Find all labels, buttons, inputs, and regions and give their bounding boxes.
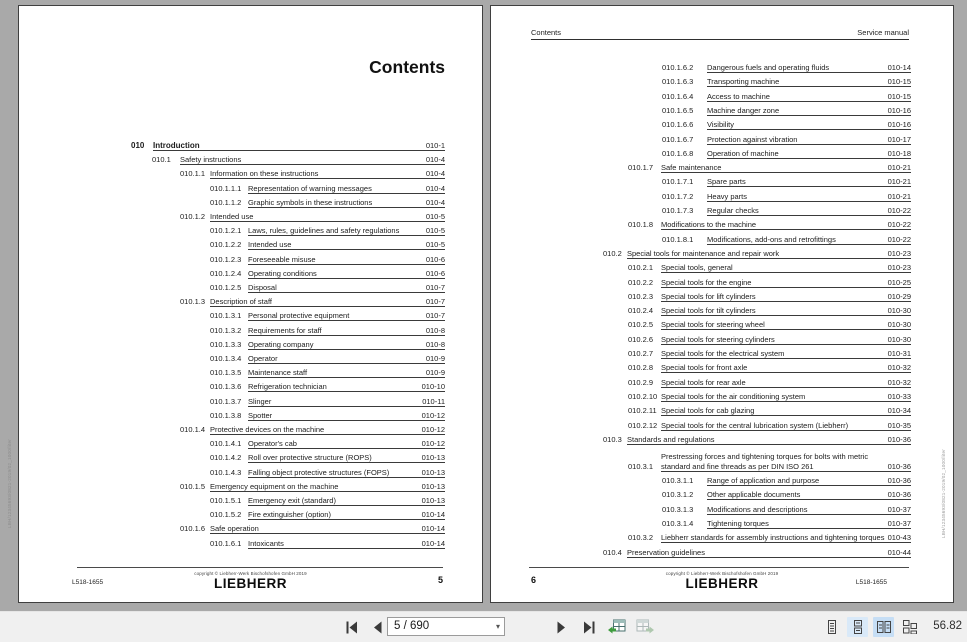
- toc-entry-number: 010.2.1: [628, 263, 654, 273]
- toc-row[interactable]: [491, 431, 911, 445]
- toc-entry-page: 010-14: [421, 510, 445, 520]
- toc-row[interactable]: [491, 288, 911, 302]
- toc-entry-title: Disposal: [248, 283, 277, 292]
- toc-entry-number: 010.1.3.8: [210, 410, 242, 420]
- running-header-right: Service manual: [857, 28, 909, 37]
- toc-entry-number: 010.2.8: [628, 363, 654, 373]
- toc-entry-title: Safe maintenance: [661, 163, 722, 173]
- toc-row[interactable]: [19, 307, 445, 321]
- continuous-view-button[interactable]: [847, 617, 868, 637]
- toc-entry-number: 010.1.4: [180, 425, 206, 434]
- copyright-line: copyright © Liebherr-Werk Bischofshofen GmbH 2019: [194, 571, 307, 576]
- toc-entry-page: 010-6: [425, 268, 445, 278]
- toc-entry-number: 010.1.5.2: [210, 510, 242, 520]
- toc-row[interactable]: [19, 506, 445, 520]
- previous-page-button[interactable]: [366, 616, 388, 638]
- toc-entry-number: 010.1.6.7: [662, 134, 694, 144]
- toc-row[interactable]: [491, 345, 911, 359]
- footer-rule: [77, 567, 443, 568]
- toc-entry-number: 010.3.1.1: [662, 476, 694, 486]
- toc-entry-title: Special tools for rear axle: [661, 377, 746, 387]
- toc-entry-title: Special tools for tilt cylinders: [661, 306, 756, 316]
- toc-entry-number: 010.2.7: [628, 349, 654, 358]
- toc-entry-page: 010-22: [887, 206, 911, 215]
- toc-entry-number: 010.1.7.1: [662, 177, 694, 187]
- toc-entry-number: 010.1.3.6: [210, 382, 242, 392]
- toc-row[interactable]: [491, 202, 911, 216]
- toc-entry-title: Intoxicants: [248, 538, 284, 548]
- toc-entry-page: 010-18: [887, 148, 911, 158]
- toc-entry-title: Dangerous fuels and operating fluids: [707, 63, 830, 72]
- toc-row[interactable]: [491, 402, 911, 416]
- toc-entry-title: Preservation guidelines: [627, 547, 705, 557]
- toc-entry-page: 010-36: [887, 490, 911, 500]
- first-page-button[interactable]: [340, 616, 362, 638]
- toc-entry-page: 010-7: [425, 283, 445, 292]
- continuous-view-icon: [851, 620, 865, 634]
- toc-entry-number: 010.1.8: [628, 220, 654, 230]
- toc-entry-number: 010.1.4.2: [210, 453, 242, 463]
- toc-row[interactable]: [19, 322, 445, 336]
- toc-entry-number: 010.1.3.7: [210, 396, 242, 406]
- toc-row[interactable]: [491, 374, 911, 388]
- toc-row[interactable]: [19, 520, 445, 534]
- toc-entry-title: Special tools for the air conditioning system: [661, 391, 806, 401]
- toc-entry-page: 010-36: [887, 462, 911, 472]
- toc-row[interactable]: [491, 259, 911, 273]
- toc-row[interactable]: [491, 159, 911, 173]
- toc-row[interactable]: [491, 188, 911, 202]
- toc-entry-number: 010.4: [603, 547, 622, 557]
- toc-row[interactable]: [491, 116, 911, 130]
- toc-entry-page: 010-6: [425, 254, 445, 264]
- toc-entry-number: 010.1.7.2: [662, 191, 694, 201]
- toc-row[interactable]: [491, 216, 911, 230]
- toc-row[interactable]: [491, 302, 911, 316]
- toc-row[interactable]: [491, 359, 911, 373]
- toc-entry-page: 010-7: [425, 297, 445, 307]
- toc-entry-page: 010-30: [887, 334, 911, 344]
- toc-entry-title: Emergency exit (standard): [248, 496, 336, 505]
- toc-entry-number: 010.2.3: [628, 291, 654, 301]
- next-view-icon: [636, 619, 654, 635]
- toc-entry-title: Operator's cab: [248, 439, 297, 449]
- toc-entry-page: 010-43: [887, 533, 911, 543]
- toc-entry-title: Operator: [248, 354, 278, 363]
- toc-list-left: [19, 6, 482, 602]
- toc-entry-number: 010.1.3.5: [210, 368, 242, 378]
- toc-entry-number: 010.1.7: [628, 163, 654, 173]
- toc-entry-rule: [627, 557, 911, 558]
- toc-row[interactable]: [491, 173, 911, 187]
- toc-row[interactable]: [19, 165, 445, 179]
- toc-row[interactable]: [19, 350, 445, 364]
- page-number-value: 5 / 690: [394, 620, 430, 632]
- toc-entry-page: 010-32: [887, 363, 911, 373]
- toc-entry-page: 010-23: [887, 248, 911, 258]
- toc-row[interactable]: [491, 445, 911, 472]
- toc-entry-title: Special tools, general: [661, 263, 733, 273]
- toc-entry-number: 010.2.5: [628, 320, 654, 330]
- toc-entry-page: 010-23: [887, 263, 911, 273]
- single-page-icon: [825, 620, 839, 634]
- toc-entry-title: Protection against vibration: [707, 134, 798, 144]
- toc-entry-title: Fire extinguisher (option): [248, 510, 331, 520]
- toc-entry-number: 010.1.3.3: [210, 339, 242, 349]
- toc-entry-title: Safety instructions: [180, 155, 242, 165]
- toc-entry-page: 010-31: [887, 349, 911, 358]
- toc-entry-title: Special tools for front axle: [661, 363, 748, 373]
- toc-entry-title: Prestressing forces and tightening torques for bolts with metric standard and fine threads as per DIN ISO 261: [661, 452, 869, 471]
- toc-entry-title: Special tools for steering wheel: [661, 320, 765, 330]
- toc-entry-page: 010-5: [425, 240, 445, 250]
- next-page-icon: [555, 621, 568, 634]
- pdf-page-right: [490, 5, 954, 603]
- toc-row[interactable]: [491, 529, 911, 543]
- toc-entry-number: 010.1.7.3: [662, 206, 694, 215]
- toc-entry-page: 010-16: [887, 105, 911, 115]
- document-code: L518-1655: [855, 579, 887, 586]
- toc-entry-number: 010.1: [152, 155, 171, 165]
- toc-row[interactable]: [491, 131, 911, 145]
- toc-entry-title: Maintenance staff: [248, 368, 308, 378]
- next-view-button[interactable]: [634, 616, 656, 638]
- toc-entry-page: 010-7: [425, 311, 445, 321]
- toc-entry-title: Falling object protective structures (FOPS): [248, 467, 390, 477]
- toc-row[interactable]: [19, 137, 445, 151]
- toc-entry-page: 010-22: [887, 234, 911, 244]
- toc-row[interactable]: [19, 222, 445, 236]
- toc-row[interactable]: [491, 102, 911, 116]
- toc-row[interactable]: [19, 236, 445, 250]
- toc-row[interactable]: [19, 336, 445, 350]
- toc-row[interactable]: [491, 59, 911, 73]
- toc-entry-number: 010.1.1.1: [210, 183, 242, 193]
- facing-pages-icon: [877, 620, 891, 634]
- toc-entry-page: 010-17: [887, 134, 911, 144]
- toc-entry-page: 010-37: [887, 504, 911, 514]
- previous-page-icon: [371, 621, 384, 634]
- toc-entry-title: Foreseeable misuse: [248, 254, 316, 264]
- toc-entry-number: 010.1.8.1: [662, 234, 694, 244]
- page-folio-number: 6: [531, 575, 537, 585]
- document-code: L518-1655: [72, 579, 104, 586]
- toc-entry-number: 010.2.12: [628, 420, 658, 430]
- toc-entry-title: Operating conditions: [248, 268, 317, 278]
- toc-entry-number: 010.1.6.4: [662, 91, 694, 101]
- toc-entry-title: Protective devices on the machine: [210, 425, 325, 434]
- toc-row[interactable]: [19, 251, 445, 265]
- toc-entry-rule: [248, 548, 445, 549]
- toc-entry-title: Modifications to the machine: [661, 220, 757, 230]
- toc-row[interactable]: [491, 515, 911, 529]
- toc-entry-page: 010-21: [887, 163, 911, 173]
- toc-entry-number: 010.1.6: [180, 524, 206, 534]
- toc-entry-title: Modifications, add-ons and retrofittings: [707, 234, 836, 244]
- toc-entry-page: 010-13: [421, 453, 445, 463]
- toc-entry-number: 010.1.2.1: [210, 226, 242, 236]
- toc-entry-page: 010-5: [425, 226, 445, 236]
- toc-entry-page: 010-36: [887, 434, 911, 444]
- toc-entry-title: Tightening torques: [707, 519, 769, 528]
- toc-entry-page: 010-8: [425, 339, 445, 349]
- toc-entry-number: 010.1.2.5: [210, 283, 242, 292]
- toc-entry-page: 010-1: [425, 141, 445, 150]
- toc-row[interactable]: [19, 478, 445, 492]
- toc-entry-page: 010-16: [887, 120, 911, 130]
- toc-entry-title: Special tools for maintenance and repair work: [627, 248, 780, 258]
- toc-entry-number: 010.1.3: [180, 297, 206, 307]
- toc-list-right: [491, 6, 953, 602]
- toc-entry-title: Special tools for the engine: [661, 277, 752, 287]
- toc-row[interactable]: [19, 279, 445, 293]
- toc-entry-title: Emergency equipment on the machine: [210, 481, 339, 491]
- toc-entry-page: 010-4: [425, 183, 445, 193]
- toc-row[interactable]: [491, 486, 911, 500]
- toc-entry-page: 010-4: [425, 197, 445, 207]
- toc-entry-page: 010-44: [887, 547, 911, 557]
- toc-entry-page: 010-33: [887, 391, 911, 401]
- toc-entry-number: 010.1.5: [180, 481, 206, 491]
- toc-row[interactable]: [491, 231, 911, 245]
- toc-row[interactable]: [19, 378, 445, 392]
- toc-entry-page: 010-25: [887, 277, 911, 287]
- toc-entry-page: 010-21: [887, 177, 911, 187]
- toc-entry-number: 010.1.6.1: [210, 538, 242, 548]
- page-folio-number: 5: [437, 575, 443, 585]
- toc-row[interactable]: [491, 388, 911, 402]
- toc-entry-page: 010-35: [887, 420, 911, 430]
- toc-entry-title: Operation of machine: [707, 148, 779, 158]
- toc-row[interactable]: [19, 407, 445, 421]
- toc-entry-title: Description of staff: [210, 297, 272, 307]
- toc-entry-page: 010-12: [421, 410, 445, 420]
- toc-entry-page: 010-22: [887, 220, 911, 230]
- toc-entry-number: 010.1.3.1: [210, 311, 242, 321]
- toc-entry-page: 010-36: [887, 476, 911, 486]
- continuous-facing-icon: [903, 620, 917, 634]
- facing-pages-view-button[interactable]: [873, 617, 894, 637]
- chevron-down-icon[interactable]: ▾: [495, 622, 500, 631]
- toc-row[interactable]: [19, 535, 445, 549]
- toc-entry-title: Liebherr standards for assembly instructions and tightening torques: [661, 533, 885, 543]
- status-bar: [0, 611, 967, 642]
- toc-row[interactable]: [491, 73, 911, 87]
- toc-entry-page: 010-4: [425, 169, 445, 179]
- toc-entry-title: Safe operation: [210, 524, 259, 534]
- toc-entry-title: Special tools for the central lubrication system (Liebherr): [661, 420, 849, 430]
- pdf-page-left: [18, 5, 483, 603]
- toc-row[interactable]: [19, 293, 445, 307]
- toc-entry-page: 010-5: [425, 212, 445, 221]
- toc-row[interactable]: [19, 435, 445, 449]
- continuous-facing-view-button[interactable]: [899, 617, 920, 637]
- toc-entry-title: Heavy parts: [707, 191, 748, 201]
- toc-entry-number: 010.2.4: [628, 306, 654, 316]
- margin-print-code: LBH/12345693/0821-2019/02_1000/liter: [941, 449, 946, 538]
- liebherr-logo: LIEBHERR: [213, 576, 287, 591]
- toc-entry-number: 010.3.1.2: [662, 490, 694, 500]
- toc-entry-title: Spotter: [248, 410, 273, 420]
- next-page-button[interactable]: [550, 616, 572, 638]
- toc-entry-title: Graphic symbols in these instructions: [248, 197, 373, 207]
- copyright-line: copyright © Liebherr-Werk Bischofshofen GmbH 2019: [665, 571, 779, 576]
- toc-entry-page: 010-37: [887, 519, 911, 528]
- toc-entry-number: 010.1.2.2: [210, 240, 242, 250]
- toc-entry-title: Transporting machine: [707, 77, 780, 87]
- toc-entry-page: 010-8: [425, 325, 445, 335]
- toc-entry-number: 010.1.6.6: [662, 120, 694, 130]
- running-header-left: Contents: [531, 28, 562, 37]
- toc-entry-page: 010-9: [425, 368, 445, 378]
- toc-row[interactable]: [19, 208, 445, 222]
- toc-entry-number: 010.1.4.1: [210, 439, 242, 449]
- toc-entry-page: 010-12: [421, 439, 445, 449]
- toc-entry-number: 010.1.2.3: [210, 254, 242, 264]
- toc-entry-page: 010-10: [421, 382, 445, 392]
- toc-row[interactable]: [491, 88, 911, 102]
- toc-row[interactable]: [491, 316, 911, 330]
- toc-entry-title: Refrigeration technician: [248, 382, 327, 392]
- toc-entry-title: Information on these instructions: [210, 169, 319, 179]
- toc-entry-number: 010.1.6.5: [662, 105, 694, 115]
- toc-entry-number: 010.2: [603, 248, 622, 258]
- toc-entry-number: 010.3.1: [628, 462, 654, 472]
- toc-row[interactable]: [19, 464, 445, 478]
- toc-entry-number: 010.3.1.3: [662, 504, 694, 514]
- toc-row[interactable]: [19, 180, 445, 194]
- toc-entry-number: 010.1.6.8: [662, 148, 694, 158]
- previous-view-button[interactable]: [606, 616, 628, 638]
- toc-entry-number: 010.2.2: [628, 277, 654, 287]
- page-title: Contents: [369, 57, 445, 77]
- toc-row[interactable]: [19, 265, 445, 279]
- toc-entry-title: Slinger: [248, 396, 272, 406]
- toc-row[interactable]: [491, 472, 911, 486]
- toc-entry-title: Special tools for lift cylinders: [661, 291, 756, 301]
- toc-entry-page: 010-14: [421, 538, 445, 548]
- toc-entry-number: 010.1.4.3: [210, 467, 242, 477]
- toc-entry-title: Special tools for steering cylinders: [661, 334, 775, 344]
- toc-entry-number: 010: [131, 141, 145, 150]
- toc-entry-title: Range of application and purpose: [707, 476, 820, 486]
- page-number-field[interactable]: [387, 617, 505, 636]
- toc-row[interactable]: [19, 393, 445, 407]
- toc-entry-title: Requirements for staff: [248, 325, 322, 335]
- toc-entry-number: 010.1.2.4: [210, 268, 242, 278]
- toc-entry-page: 010-13: [421, 496, 445, 505]
- last-page-button[interactable]: [578, 616, 600, 638]
- toc-row[interactable]: [491, 245, 911, 259]
- toc-entry-title: Spare parts: [707, 177, 746, 187]
- toc-entry-page: 010-30: [887, 306, 911, 316]
- toc-row[interactable]: [19, 151, 445, 165]
- toc-entry-page: 010-14: [887, 63, 911, 72]
- toc-entry-title: Laws, rules, guidelines and safety regulations: [248, 226, 400, 236]
- toc-entry-number: 010.3: [603, 434, 622, 444]
- toc-row[interactable]: [491, 274, 911, 288]
- toc-entry-page: 010-4: [425, 155, 445, 165]
- toc-entry-title: Roll over protective structure (ROPS): [248, 453, 372, 463]
- toc-entry-number: 010.1.3.2: [210, 325, 242, 335]
- toc-row[interactable]: [491, 417, 911, 431]
- toc-entry-number: 010.1.3.4: [210, 354, 242, 363]
- toc-entry-title: Special tools for the electrical system: [661, 349, 785, 358]
- toc-row[interactable]: [491, 145, 911, 159]
- toc-row[interactable]: [19, 194, 445, 208]
- toc-entry-page: 010-32: [887, 377, 911, 387]
- toc-entry-page: 010-34: [887, 406, 911, 416]
- toc-row[interactable]: [19, 449, 445, 463]
- previous-view-icon: [608, 619, 626, 635]
- toc-entry-page: 010-14: [421, 524, 445, 534]
- toc-entry-page: 010-9: [425, 354, 445, 363]
- toc-entry-number: 010.2.6: [628, 334, 654, 344]
- toc-entry-number: 010.1.2: [180, 212, 206, 221]
- toc-entry-number: 010.1.5.1: [210, 496, 242, 505]
- toc-entry-title: Intended use: [248, 240, 292, 250]
- toc-entry-title: Introduction: [153, 141, 200, 150]
- toc-row[interactable]: [19, 421, 445, 435]
- toc-entry-title: Representation of warning messages: [248, 183, 372, 193]
- toc-entry-page: 010-13: [421, 481, 445, 491]
- toc-entry-page: 010-29: [887, 291, 911, 301]
- toc-entry-number: 010.2.11: [628, 406, 657, 416]
- toc-entry-number: 010.1.1: [180, 169, 206, 179]
- toc-row[interactable]: [19, 492, 445, 506]
- toc-entry-page: 010-12: [421, 425, 445, 434]
- toc-entry-page: 010-30: [887, 320, 911, 330]
- toc-entry-title: Visibility: [707, 120, 734, 130]
- toc-entry-number: 010.2.10: [628, 391, 658, 401]
- toc-entry-number: 010.2.9: [628, 377, 654, 387]
- toc-row[interactable]: [491, 331, 911, 345]
- toc-entry-title: Special tools for cab glazing: [661, 406, 755, 416]
- toc-entry-page: 010-15: [887, 91, 911, 101]
- toc-entry-title: Other applicable documents: [707, 490, 801, 500]
- last-page-icon: [583, 621, 596, 634]
- toc-entry-title: Regular checks: [707, 206, 759, 215]
- toc-entry-page: 010-15: [887, 77, 911, 87]
- toc-entry-page: 010-11: [422, 396, 445, 406]
- toc-entry-title: Modifications and descriptions: [707, 504, 808, 514]
- toc-entry-title: Machine danger zone: [707, 105, 780, 115]
- single-page-view-button[interactable]: [821, 617, 842, 637]
- toc-entry-title: Personal protective equipment: [248, 311, 350, 321]
- toc-entry-title: Intended use: [210, 212, 254, 221]
- toc-entry-number: 010.1.6.3: [662, 77, 694, 87]
- liebherr-logo: LIEBHERR: [685, 576, 759, 591]
- toc-row[interactable]: [19, 364, 445, 378]
- zoom-level-value[interactable]: 56.82: [933, 620, 962, 632]
- toc-entry-title: Operating company: [248, 339, 314, 349]
- footer-rule: [529, 567, 909, 568]
- toc-row[interactable]: [491, 544, 911, 558]
- toc-entry-number: 010.3.2: [628, 533, 654, 543]
- toc-entry-number: 010.1.6.2: [662, 63, 694, 72]
- toc-entry-title: Access to machine: [707, 91, 770, 101]
- margin-print-code: LBH/12345693/0821-2019/02_1000/liter: [7, 439, 12, 528]
- toc-entry-page: 010-21: [887, 191, 911, 201]
- toc-row[interactable]: [491, 501, 911, 515]
- toc-entry-number: 010.3.1.4: [662, 519, 694, 528]
- toc-entry-title: Standards and regulations: [627, 434, 715, 444]
- toc-entry-number: 010.1.1.2: [210, 197, 242, 207]
- toc-entry-page: 010-13: [421, 467, 445, 477]
- first-page-icon: [345, 621, 358, 634]
